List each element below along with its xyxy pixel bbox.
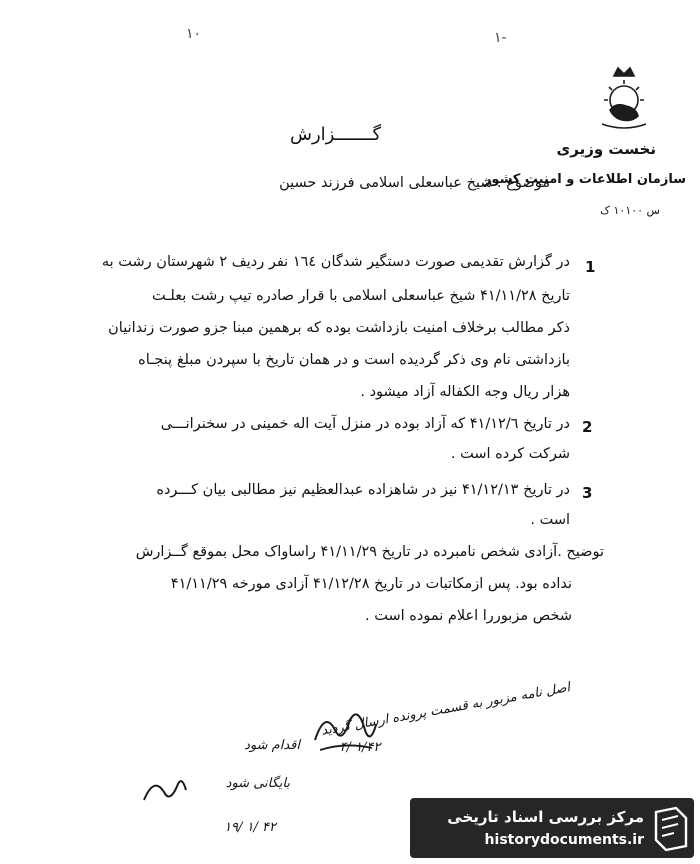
item-1-line: ذکر مطالب برخلاف امنیت بازداشت بوده که برهمین مبنا جزو صورت زندانیان [108,320,570,336]
top-mark-left: ۱۰ [186,26,202,42]
item-1-line: در گزارش تقدیمی صورت دستگیر شدگان ۱٦٤ نفر ردیف ۲ شهرستان رشت به [101,254,570,270]
item-1-line: بازداشتی نام وی ذکر گردیده است و در همان تاریخ با سپردن مبلغ پنجـاه [138,352,570,368]
item-2-line: در تاریخ ۴۱/۱۲/٦ که آزاد بوده در منزل آیت اله خمینی در سخنرانـــی [160,416,570,432]
handwritten-signature-2-icon [140,770,190,810]
letterhead-line2: سازمان اطلاعات و امنیت کشور [483,172,686,187]
item-1-number: 1 [585,258,596,276]
explanation-line: شخص مزبوررا اعلام نموده است . [365,608,572,624]
explanation-line: نداده بود. پس ازمکاتبات در تاریخ ۴۱/۱۲/۲۸ آزادی مورخه ۴۱/۱۱/۲۹ [170,576,572,592]
handwritten-note-2-date: ۱۹/ ۱/ ۴۲ [224,820,276,835]
item-3-line: است . [530,512,570,528]
explanation-line: توضیح .آزادی شخص نامبرده در تاریخ ۴۱/۱۱/۲۹ راساواک محل بموقع گــزارش [135,544,604,560]
item-2-number: 2 [582,418,593,436]
top-mark-center: ۱- [494,30,507,46]
item-1-line: تاریخ ۴۱/۱۱/۲۸ شیخ عباسعلی اسلامی با قرار صادره تیپ رشت بعلـت [151,288,570,304]
letterhead-line1: نخست وزیری [556,140,656,158]
item-3-number: 3 [582,484,593,502]
handwritten-note-2-line1: اقدام شود [244,738,300,753]
report-title: گـــــــزارش [290,124,382,145]
watermark-org: مرکز بررسی اسناد تاریخی [447,808,644,826]
item-3-line: در تاریخ ۴۱/۱۲/۱۳ نیز در شاهزاده عبدالعظیم نیز مطالبی بیان کـــرده [156,482,570,498]
handwritten-note-2-line2: بایگانی شود [225,776,290,791]
item-2-line: شرکت کرده است . [450,446,570,462]
handwritten-note-1: اصل نامه مزبور به قسمت پرونده ارسال گردید [320,680,572,739]
item-1-line: هزار ریال وجه الکفاله آزاد میشود . [360,384,570,400]
history-documents-logo-icon [650,804,692,852]
handwritten-note-1-date: ۴/ ۱/۴۲ [339,740,381,755]
letterhead-reference: س ۱۰۱۰۰ ک [600,204,660,217]
lion-and-sun-emblem-icon [592,62,656,134]
watermark-site: historydocuments.ir [484,832,644,848]
report-subject: موضوع . شیخ عباسعلی اسلامی فرزند حسین [279,175,550,191]
